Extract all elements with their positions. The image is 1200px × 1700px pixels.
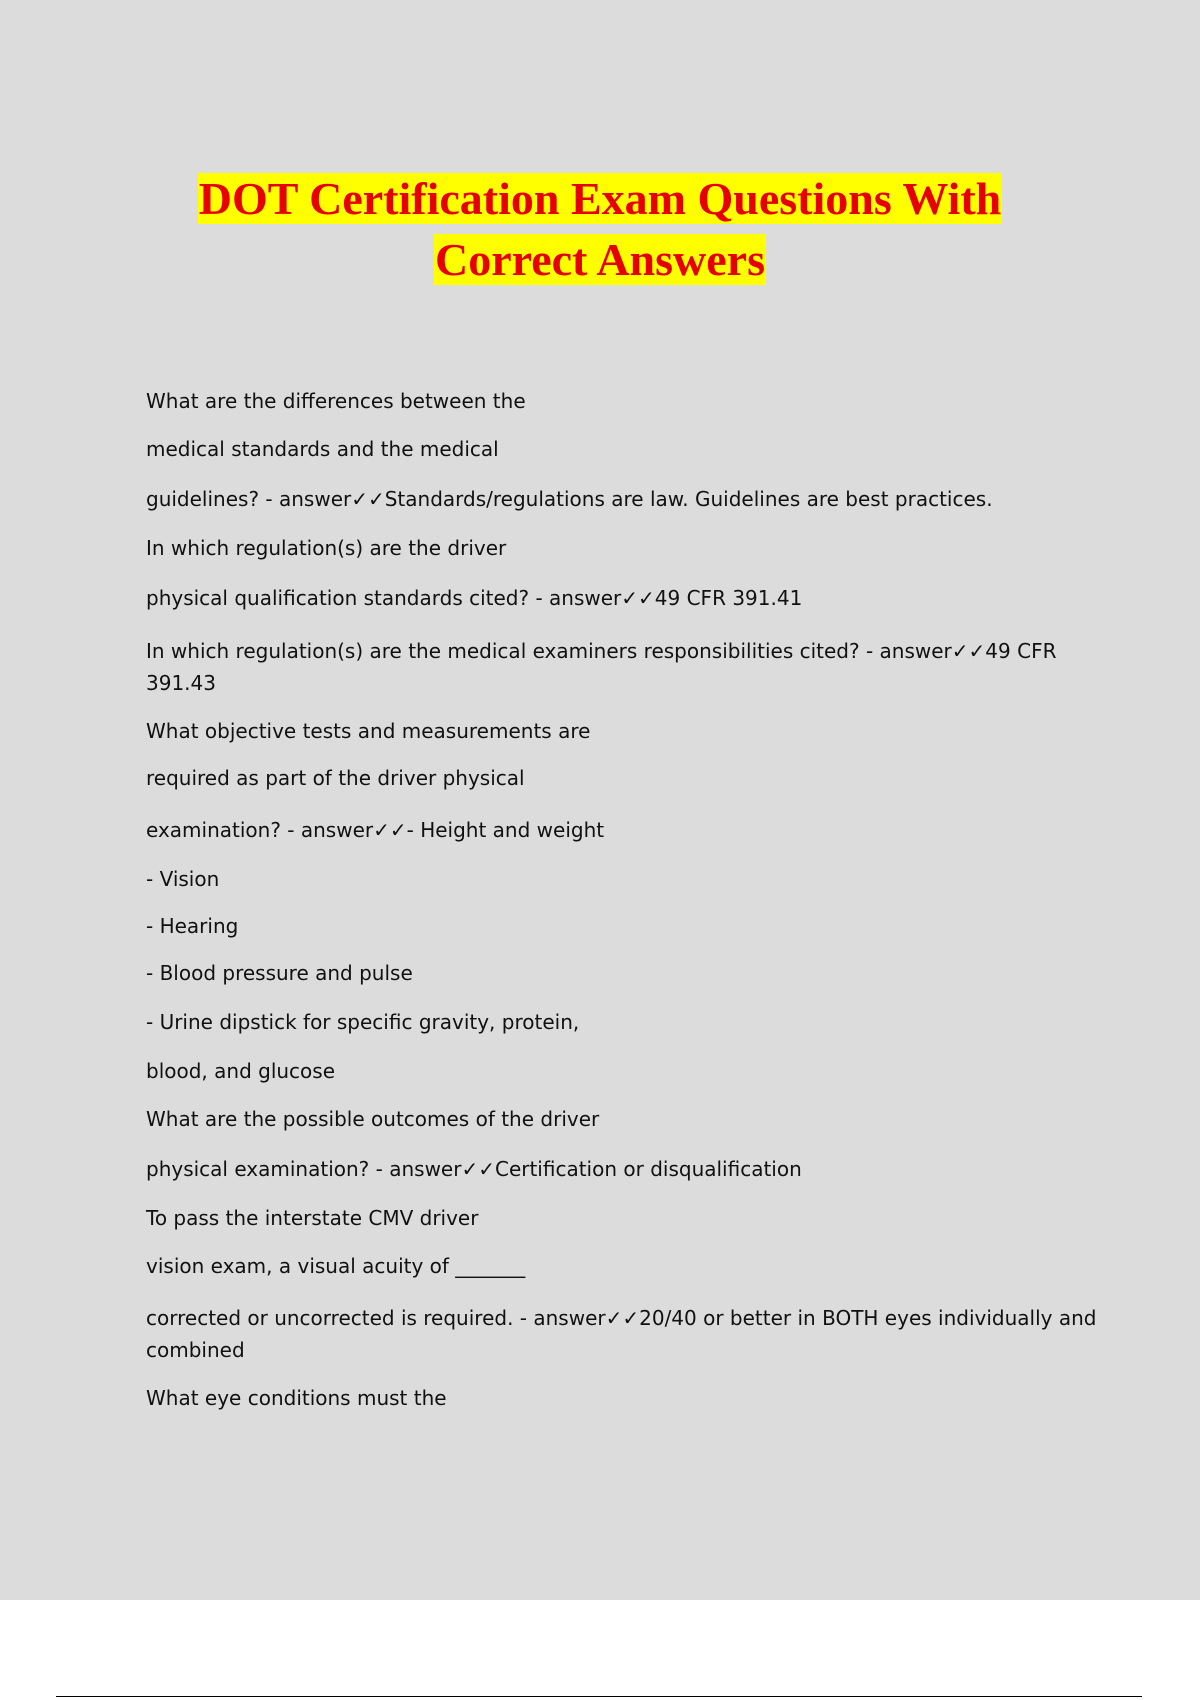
text-line: blood, and glucose: [146, 1059, 336, 1083]
text-line: examination? - answer✓✓- Height and weight: [146, 818, 605, 842]
text-line: - Blood pressure and pulse: [146, 961, 413, 985]
text-line: physical qualification standards cited? - answer✓✓49 CFR 391.41: [146, 586, 803, 610]
text-line: - Urine dipstick for specific gravity, protein,: [146, 1010, 580, 1034]
text-line: In which regulation(s) are the medical examiners responsibilities cited? - answer✓✓49 CFR: [146, 639, 1057, 663]
text-line: What are the differences between the: [146, 389, 526, 413]
text-line: 391.43: [146, 671, 216, 695]
text-line: required as part of the driver physical: [146, 766, 525, 790]
text-line: To pass the interstate CMV driver: [146, 1206, 479, 1230]
text-line: - Hearing: [146, 914, 239, 938]
text-line: What are the possible outcomes of the driver: [146, 1107, 600, 1131]
text-line: corrected or uncorrected is required. - answer✓✓20/40 or better in BOTH eyes individually and: [146, 1306, 1097, 1330]
title-line-1: DOT Certification Exam Questions With: [198, 173, 1002, 224]
text-line: guidelines? - answer✓✓Standards/regulations are law. Guidelines are best practices.: [146, 487, 993, 511]
text-line: combined: [146, 1338, 245, 1362]
text-line: - Vision: [146, 867, 220, 891]
text-line: In which regulation(s) are the driver: [146, 536, 507, 560]
text-line: What objective tests and measurements are: [146, 719, 591, 743]
text-line: medical standards and the medical: [146, 437, 499, 461]
page-divider: [56, 1696, 1142, 1697]
text-line: vision exam, a visual acuity of _______: [146, 1254, 526, 1278]
document-title: [0, 168, 1200, 290]
text-line: physical examination? - answer✓✓Certification or disqualification: [146, 1157, 802, 1181]
title-line-2: Correct Answers: [435, 234, 765, 285]
text-line: What eye conditions must the: [146, 1386, 447, 1410]
